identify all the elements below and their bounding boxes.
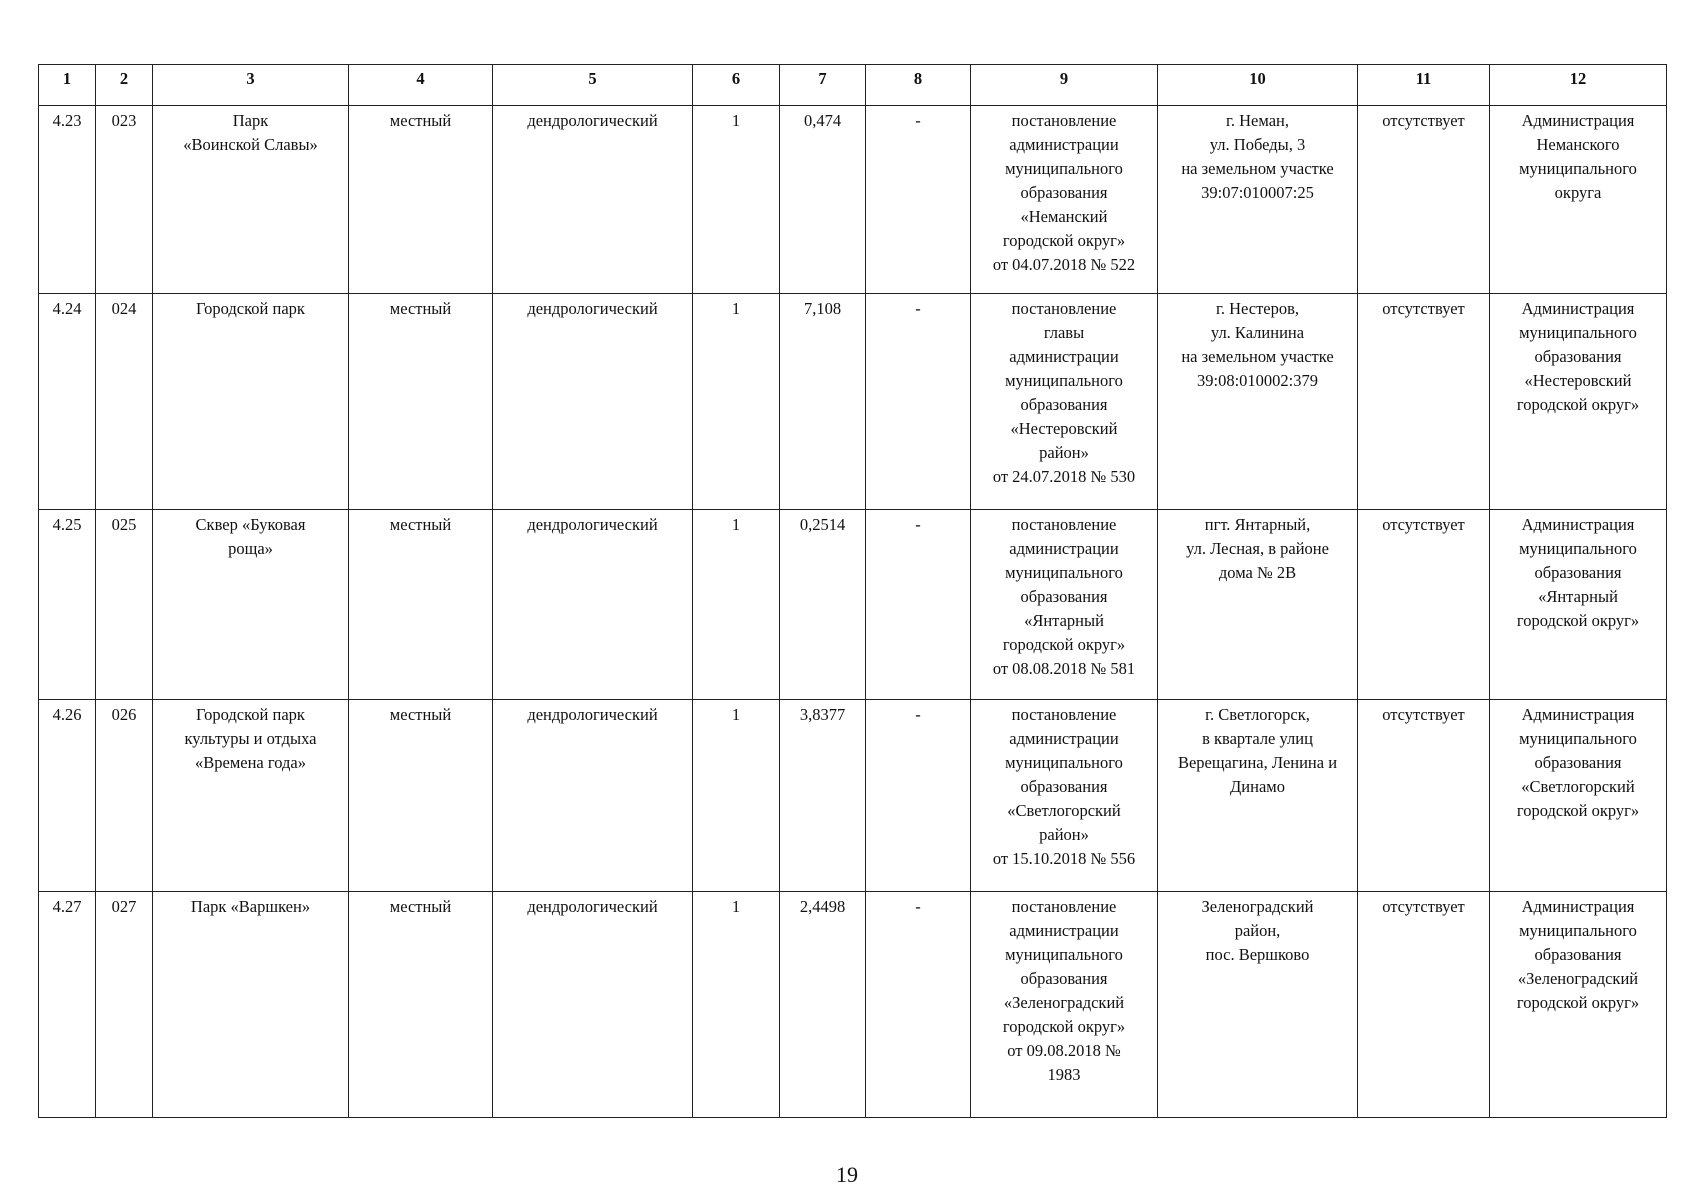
column-header-9: 9 [971,65,1158,106]
location-cell: Зеленоградский район, пос. Вершково [1158,892,1358,1118]
resolution-cell: постановление главы администрации муниципального образования «Нестеровский район» от 24.07.2018 № 530 [971,294,1158,510]
count-cell: 1 [693,294,780,510]
dash-cell: - [866,892,971,1118]
status-cell: отсутствует [1358,294,1490,510]
column-header-12: 12 [1490,65,1667,106]
row-number-cell: 4.24 [39,294,96,510]
administration-cell: Администрация Неманского муниципального округа [1490,106,1667,294]
profile-cell: дендрологический [493,700,693,892]
code-cell: 027 [96,892,153,1118]
column-header-7: 7 [780,65,866,106]
column-header-3: 3 [153,65,349,106]
status-cell: отсутствует [1358,510,1490,700]
table-row [39,892,1667,1118]
area-cell: 2,4498 [780,892,866,1118]
resolution-cell: постановление администрации муниципального образования «Янтарный городской округ» от 08.08.2018 № 581 [971,510,1158,700]
resolution-cell: постановление администрации муниципального образования «Неманский городской округ» от 04.07.2018 № 522 [971,106,1158,294]
column-header-4: 4 [349,65,493,106]
column-header-8: 8 [866,65,971,106]
column-header-10: 10 [1158,65,1358,106]
code-cell: 026 [96,700,153,892]
registry-table [38,64,1667,1118]
object-name-cell: Парк «Воинской Славы» [153,106,349,294]
row-number-cell: 4.25 [39,510,96,700]
significance-cell: местный [349,106,493,294]
column-header-5: 5 [493,65,693,106]
table-row [39,106,1667,294]
object-name-cell: Городской парк культуры и отдыха «Времена года» [153,700,349,892]
table-row [39,510,1667,700]
resolution-cell: постановление администрации муниципального образования «Зеленоградский городской округ» от 09.08.2018 № 1983 [971,892,1158,1118]
column-header-6: 6 [693,65,780,106]
significance-cell: местный [349,700,493,892]
administration-cell: Администрация муниципального образования «Светлогорский городской округ» [1490,700,1667,892]
status-cell: отсутствует [1358,700,1490,892]
header-row [39,65,1667,106]
code-cell: 025 [96,510,153,700]
column-header-11: 11 [1358,65,1490,106]
profile-cell: дендрологический [493,892,693,1118]
count-cell: 1 [693,106,780,294]
dash-cell: - [866,106,971,294]
status-cell: отсутствует [1358,892,1490,1118]
row-number-cell: 4.27 [39,892,96,1118]
page-number: 19 [836,1162,858,1187]
location-cell: пгт. Янтарный, ул. Лесная, в районе дома № 2В [1158,510,1358,700]
dash-cell: - [866,510,971,700]
row-number-cell: 4.26 [39,700,96,892]
resolution-cell: постановление администрации муниципального образования «Светлогорский район» от 15.10.2018 № 556 [971,700,1158,892]
location-cell: г. Светлогорск, в квартале улиц Верещагина, Ленина и Динамо [1158,700,1358,892]
code-cell: 024 [96,294,153,510]
code-cell: 023 [96,106,153,294]
location-cell: г. Нестеров, ул. Калинина на земельном участке 39:08:010002:379 [1158,294,1358,510]
row-number-cell: 4.23 [39,106,96,294]
count-cell: 1 [693,892,780,1118]
profile-cell: дендрологический [493,106,693,294]
object-name-cell: Городской парк [153,294,349,510]
column-header-1: 1 [39,65,96,106]
area-cell: 7,108 [780,294,866,510]
table-row [39,294,1667,510]
significance-cell: местный [349,294,493,510]
area-cell: 0,474 [780,106,866,294]
significance-cell: местный [349,892,493,1118]
object-name-cell: Парк «Варшкен» [153,892,349,1118]
significance-cell: местный [349,510,493,700]
dash-cell: - [866,700,971,892]
count-cell: 1 [693,510,780,700]
administration-cell: Администрация муниципального образования «Нестеровский городской округ» [1490,294,1667,510]
table-row [39,700,1667,892]
object-name-cell: Сквер «Буковая роща» [153,510,349,700]
location-cell: г. Неман, ул. Победы, 3 на земельном участке 39:07:010007:25 [1158,106,1358,294]
area-cell: 3,8377 [780,700,866,892]
administration-cell: Администрация муниципального образования «Янтарный городской округ» [1490,510,1667,700]
profile-cell: дендрологический [493,510,693,700]
count-cell: 1 [693,700,780,892]
column-header-2: 2 [96,65,153,106]
dash-cell: - [866,294,971,510]
area-cell: 0,2514 [780,510,866,700]
administration-cell: Администрация муниципального образования «Зеленоградский городской округ» [1490,892,1667,1118]
profile-cell: дендрологический [493,294,693,510]
status-cell: отсутствует [1358,106,1490,294]
